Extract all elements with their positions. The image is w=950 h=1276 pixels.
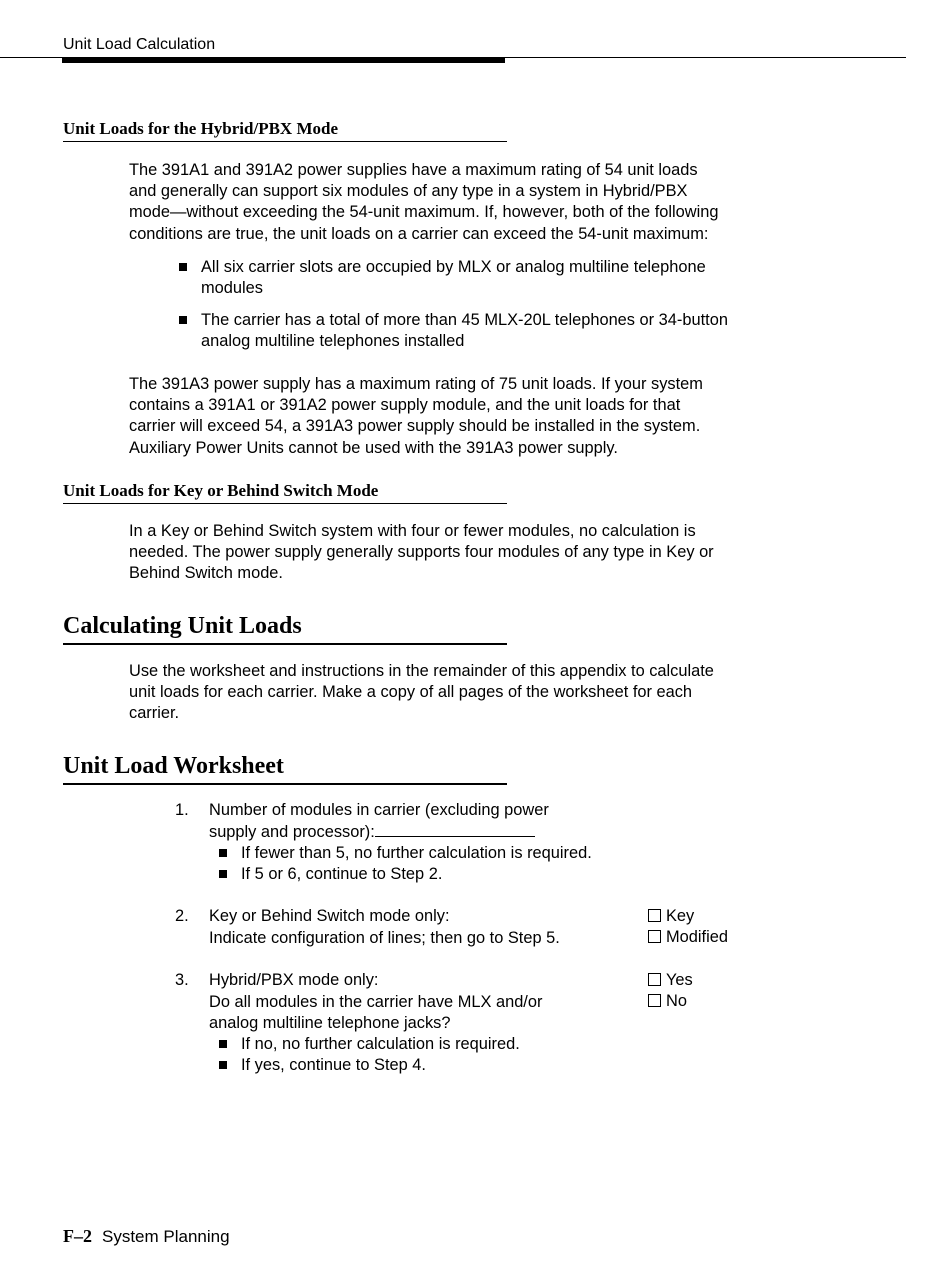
paragraph-key (129, 521, 789, 585)
text-line: analog multiline telephones installed (201, 332, 465, 350)
text-line: Key or Behind Switch mode only: (209, 907, 450, 925)
text-line: The 391A1 and 391A2 power supplies have a maximum rating of 54 unit loads (129, 161, 698, 179)
checkbox-no[interactable] (648, 991, 687, 1012)
text-line: Number of modules in carrier (excluding power (209, 801, 549, 819)
checkbox-label: Modified (666, 928, 728, 946)
text-line: needed. The power supply generally supports four modules of any type in Key or (129, 543, 714, 562)
bullet-item: If fewer than 5, no further calculation is required. (241, 844, 592, 862)
paragraph-calc (129, 661, 789, 725)
bullet-square-icon (219, 1061, 227, 1069)
bullet-square-icon (219, 870, 227, 878)
text-line: carrier will exceed 54, a 391A3 power supply should be installed in the system. (129, 417, 701, 436)
bullet-item: If 5 or 6, continue to Step 2. (241, 865, 443, 883)
text-line: The 391A3 power supply has a maximum rating of 75 unit loads. If your system (129, 375, 703, 393)
text-line: modules (201, 279, 263, 297)
text-line: conditions are true, the unit loads on a carrier can exceed the 54-unit maximum: (129, 224, 709, 243)
paragraph-hybrid-2 (129, 374, 789, 459)
step-2-text (209, 906, 649, 949)
text-line: All six carrier slots are occupied by MLX or analog multiline telephone (201, 258, 706, 276)
text-line: analog multiline telephone jacks? (209, 1014, 451, 1032)
heading-hybrid-pbx: Unit Loads for the Hybrid/PBX Mode (63, 118, 507, 142)
module-count-blank[interactable] (375, 822, 535, 837)
text-line: Do all modules in the carrier have MLX and/or (209, 992, 543, 1011)
step-number: 3. (175, 971, 189, 989)
bullet-square-icon (219, 1040, 227, 1048)
text-fragment: supply and processor): (209, 822, 375, 841)
checkbox-label: Yes (666, 971, 693, 989)
text-line: contains a 391A1 or 391A2 power supply module, and the unit loads for that (129, 396, 681, 415)
text-line: Hybrid/PBX mode only: (209, 971, 379, 989)
running-header: Unit Load Calculation (63, 36, 216, 53)
step-3-text (209, 970, 649, 1035)
header-bar (62, 57, 505, 63)
step-number: 2. (175, 907, 189, 925)
bullet-item (201, 257, 791, 299)
bullet-item: If yes, continue to Step 4. (241, 1056, 426, 1074)
page-number: F–2 (63, 1226, 92, 1246)
bullet-square-icon (219, 849, 227, 857)
text-line: Use the worksheet and instructions in the remainder of this appendix to calculate (129, 662, 714, 680)
page-footer (63, 1226, 230, 1247)
step-number: 1. (175, 801, 189, 819)
text-line-with-blank (209, 822, 649, 844)
text-line: and generally can support six modules of any type in a system in Hybrid/PBX (129, 182, 688, 201)
bullet-item: If no, no further calculation is required. (241, 1035, 520, 1053)
heading-calculating-unit-loads: Calculating Unit Loads (63, 611, 507, 645)
bullet-square-icon (179, 316, 187, 324)
checkbox-icon (648, 973, 661, 986)
text-line: In a Key or Behind Switch system with four or fewer modules, no calculation is (129, 522, 696, 540)
text-line: mode—without exceeding the 54-unit maximum. If, however, both of the following (129, 203, 719, 222)
text-line: Auxiliary Power Units cannot be used with the 391A3 power supply. (129, 438, 618, 457)
checkbox-modified[interactable] (648, 927, 728, 948)
heading-key-behind-switch: Unit Loads for Key or Behind Switch Mode (63, 480, 507, 504)
checkbox-label: No (666, 992, 687, 1010)
text-line: Behind Switch mode. (129, 564, 283, 583)
heading-unit-load-worksheet: Unit Load Worksheet (63, 751, 507, 785)
bullet-item (201, 310, 791, 352)
checkbox-key[interactable] (648, 906, 694, 927)
checkbox-icon (648, 930, 661, 943)
paragraph-hybrid-1 (129, 160, 789, 245)
book-title: System Planning (102, 1227, 230, 1246)
checkbox-label: Key (666, 907, 695, 925)
checkbox-icon (648, 994, 661, 1007)
text-line: carrier. (129, 704, 180, 723)
checkbox-icon (648, 909, 661, 922)
text-line: unit loads for each carrier. Make a copy of all pages of the worksheet for each (129, 683, 693, 702)
bullet-square-icon (179, 263, 187, 271)
checkbox-yes[interactable] (648, 970, 693, 991)
text-line: Indicate configuration of lines; then go to Step 5. (209, 928, 560, 947)
step-1-text (209, 800, 649, 843)
text-line: The carrier has a total of more than 45 MLX-20L telephones or 34-button (201, 311, 728, 329)
